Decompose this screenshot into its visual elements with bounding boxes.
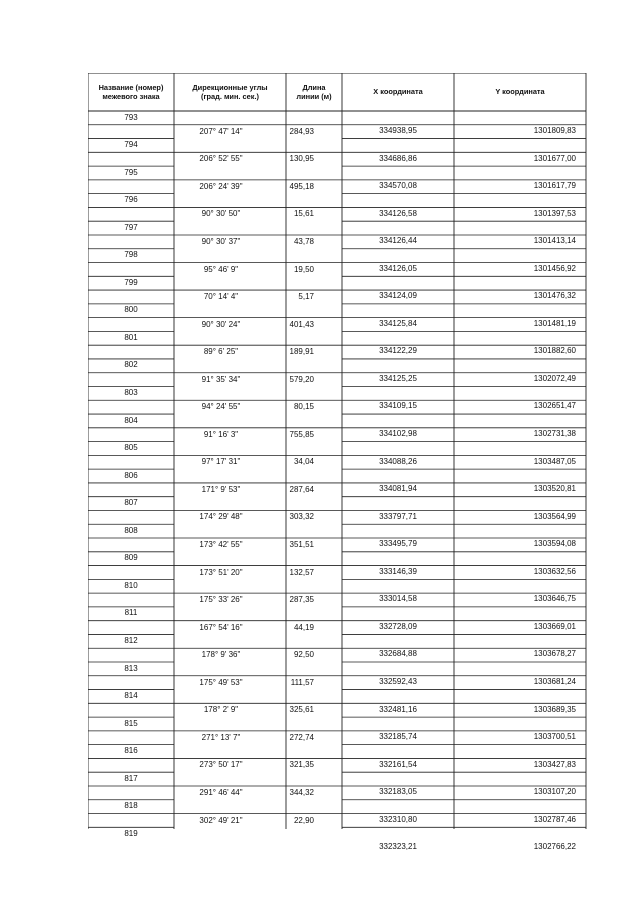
y-coordinate: 1302766,22 (533, 842, 576, 852)
y-coordinate: 1302787,46 (533, 814, 576, 824)
line-length: 19,50 (293, 264, 314, 274)
direction-angle: 178° 2' 9" (203, 705, 239, 715)
y-coordinate: 1301677,00 (533, 153, 576, 163)
line-length: 284,93 (289, 126, 314, 136)
line-length: 287,64 (289, 484, 314, 494)
x-coordinate: 334125,25 (379, 373, 417, 383)
point-name: 810 (124, 580, 138, 590)
x-coordinate: 334570,08 (379, 181, 417, 191)
y-coordinate: 1303487,05 (533, 456, 576, 466)
direction-angle: 90° 30' 50" (201, 209, 241, 219)
x-coordinate: 334088,26 (379, 456, 417, 466)
line-length: 325,61 (289, 705, 314, 715)
y-coordinate: 1303427,83 (533, 759, 576, 769)
point-name: 812 (124, 635, 138, 645)
x-coordinate: 332183,05 (379, 787, 417, 797)
point-name: 806 (124, 470, 138, 480)
line-length: 344,32 (289, 787, 314, 797)
y-coordinate: 1303564,99 (533, 511, 576, 521)
direction-angle: 91° 35' 34" (201, 374, 241, 384)
direction-angle: 89° 6' 25" (203, 347, 239, 357)
direction-angle: 271° 13' 7" (201, 732, 241, 742)
x-coordinate: 332310,80 (379, 814, 417, 824)
direction-angle: 94° 24' 55" (201, 402, 241, 412)
line-length: 80,15 (293, 402, 314, 412)
header-point-name: Название (номер) межевого знака (98, 82, 164, 101)
line-length: 321,35 (289, 760, 314, 770)
x-coordinate: 332481,16 (379, 704, 417, 714)
point-name: 807 (124, 498, 138, 508)
point-name: 819 (124, 828, 138, 838)
point-name: 811 (124, 608, 138, 618)
x-coordinate: 334081,94 (379, 484, 417, 494)
line-length: 34,04 (293, 457, 314, 467)
point-name: 798 (124, 250, 138, 260)
y-coordinate: 1301397,53 (533, 208, 576, 218)
direction-angle: 178° 9' 36" (201, 650, 241, 660)
point-name: 809 (124, 553, 138, 563)
point-name: 817 (124, 773, 138, 783)
point-name: 794 (124, 140, 138, 150)
line-length: 287,35 (289, 595, 314, 605)
x-coordinate: 332323,21 (379, 842, 417, 852)
y-coordinate: 1303678,27 (533, 649, 576, 659)
y-coordinate: 1303681,24 (533, 676, 576, 686)
direction-angle: 90° 30' 37" (201, 236, 241, 246)
direction-angle: 207° 47' 14" (199, 126, 243, 136)
direction-angle: 206° 52' 55" (199, 154, 243, 164)
y-coordinate: 1301481,19 (533, 318, 576, 328)
coordinates-table (88, 73, 588, 852)
direction-angle: 90° 30' 24" (201, 319, 241, 329)
direction-angle: 91° 16' 3" (203, 429, 239, 439)
line-length: 130,95 (289, 154, 314, 164)
direction-angle: 173° 51' 20" (199, 567, 243, 577)
x-coordinate: 332161,54 (379, 759, 417, 769)
x-coordinate: 334109,15 (379, 401, 417, 411)
line-length: 189,91 (289, 347, 314, 357)
y-coordinate: 1302072,49 (533, 373, 576, 383)
header-y-coordinate: Y координата (495, 87, 545, 97)
line-length: 5,17 (298, 292, 314, 302)
line-length: 401,43 (289, 319, 314, 329)
x-coordinate: 333797,71 (379, 511, 417, 521)
y-coordinate: 1303700,51 (533, 732, 576, 742)
direction-angle: 173° 42' 55" (199, 540, 243, 550)
y-coordinate: 1303594,08 (533, 539, 576, 549)
point-name: 796 (124, 195, 138, 205)
x-coordinate: 332728,09 (379, 621, 417, 631)
y-coordinate: 1301413,14 (533, 236, 576, 246)
line-length: 351,51 (289, 540, 314, 550)
point-name: 818 (124, 801, 138, 811)
y-coordinate: 1303646,75 (533, 594, 576, 604)
direction-angle: 302° 49' 21" (199, 815, 243, 825)
header-direction-angle: Дирекционные углы (град. мин. сек.) (192, 82, 268, 101)
point-name: 797 (124, 222, 138, 232)
x-coordinate: 333495,79 (379, 539, 417, 549)
direction-angle: 97° 17' 31" (201, 457, 241, 467)
x-coordinate: 334125,84 (379, 318, 417, 328)
line-length: 92,50 (293, 650, 314, 660)
x-coordinate: 333146,39 (379, 566, 417, 576)
direction-angle: 206° 24' 39" (199, 181, 243, 191)
point-name: 793 (124, 112, 138, 122)
direction-angle: 70° 14' 4" (203, 292, 239, 302)
header-line-length: Длина линии (м) (296, 82, 332, 101)
y-coordinate: 1303520,81 (533, 484, 576, 494)
y-coordinate: 1303107,20 (533, 787, 576, 797)
x-coordinate: 334102,98 (379, 429, 417, 439)
point-name: 808 (124, 525, 138, 535)
point-name: 801 (124, 332, 138, 342)
line-length: 495,18 (289, 181, 314, 191)
x-coordinate: 332185,74 (379, 732, 417, 742)
line-length: 132,57 (289, 567, 314, 577)
y-coordinate: 1301617,79 (533, 181, 576, 191)
point-name: 803 (124, 388, 138, 397)
x-coordinate: 334126,58 (379, 208, 417, 218)
direction-angle: 171° 9' 53" (201, 484, 241, 494)
y-coordinate: 1302651,47 (533, 401, 576, 411)
x-coordinate: 334686,86 (379, 153, 417, 163)
y-coordinate: 1303632,56 (533, 566, 576, 576)
direction-angle: 291° 46' 44" (199, 787, 243, 797)
point-name: 802 (124, 360, 138, 370)
direction-angle: 175° 49' 53" (199, 677, 243, 687)
line-length: 43,78 (293, 236, 314, 246)
direction-angle: 175° 33' 26" (199, 595, 243, 605)
line-length: 15,61 (293, 209, 314, 219)
x-coordinate: 334122,29 (379, 346, 417, 356)
y-coordinate: 1303689,35 (533, 704, 576, 714)
direction-angle: 174° 29' 48" (199, 512, 243, 522)
line-length: 303,32 (289, 512, 314, 522)
point-name: 795 (124, 167, 138, 177)
point-name: 813 (124, 663, 138, 673)
point-name: 815 (124, 718, 138, 728)
x-coordinate: 333014,58 (379, 594, 417, 604)
x-coordinate: 334126,05 (379, 263, 417, 273)
y-coordinate: 1301809,83 (533, 125, 576, 135)
point-name: 805 (124, 443, 138, 453)
line-length: 111,57 (290, 677, 314, 687)
line-length: 44,19 (293, 622, 314, 632)
point-name: 799 (124, 277, 138, 287)
line-length: 755,85 (289, 429, 314, 439)
x-coordinate: 334938,95 (379, 125, 417, 135)
x-coordinate: 332684,88 (379, 649, 417, 659)
y-coordinate: 1301882,60 (533, 346, 576, 356)
y-coordinate: 1302731,38 (533, 429, 576, 439)
direction-angle: 167° 54' 16" (199, 622, 243, 632)
line-length: 22,90 (293, 815, 314, 825)
point-name: 804 (124, 415, 138, 425)
x-coordinate: 334124,09 (379, 291, 417, 301)
y-coordinate: 1303669,01 (533, 621, 576, 631)
x-coordinate: 332592,43 (379, 676, 417, 686)
point-name: 816 (124, 746, 138, 756)
x-coordinate: 334126,44 (379, 236, 417, 246)
y-coordinate: 1301476,32 (533, 291, 576, 301)
direction-angle: 273° 50' 17" (199, 760, 243, 770)
line-length: 272,74 (289, 732, 314, 742)
point-name: 814 (124, 691, 138, 701)
direction-angle: 95° 46' 9" (203, 264, 239, 274)
header-x-coordinate: X координата (373, 87, 423, 97)
y-coordinate: 1301456,92 (533, 263, 576, 273)
line-length: 579,20 (289, 374, 314, 384)
point-name: 800 (124, 305, 138, 315)
